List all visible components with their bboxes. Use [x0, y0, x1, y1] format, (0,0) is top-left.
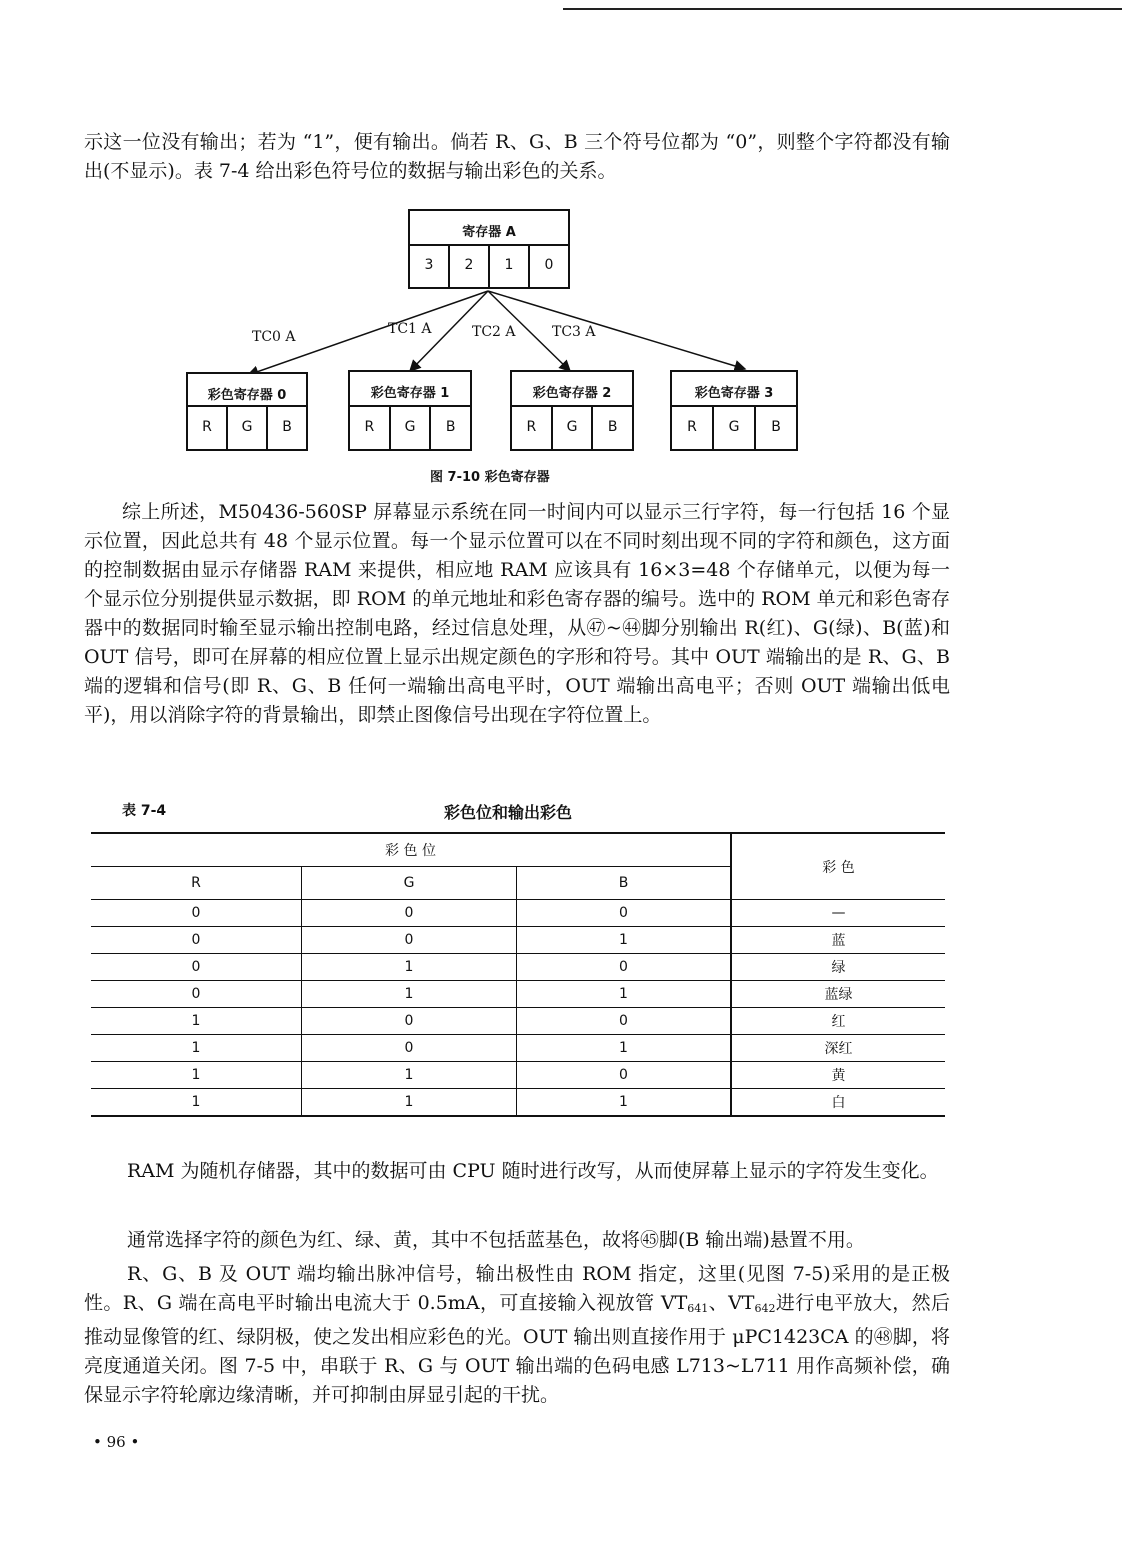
arrow-tc3: [488, 291, 745, 369]
subscript-641: 641: [687, 1302, 709, 1315]
cell-b: B: [445, 419, 456, 435]
table-row: [91, 1089, 945, 1117]
paragraph-summary: 综上所述，M50436-560SP 屏幕显示系统在同一时间内可以显示三行字符，每一行包括 16 个显示位置，因此总共有 48 个显示位置。每一个显示位置可以在不同时刻出现不同的字符和颜色，这方面的控制数据由显示存储器 RAM 来提供，相应地 RAM 应该具有 16×3=48 个存储单元，以便为每一个显示位分别提供显示数据，即 ROM 的单元地址和彩色寄存器的编号。选中的 ROM 单元和彩色寄存器中的数据同时输至显示输出控制电路，经过信息处理，从㊼~㊹脚分别输出 R(红)、G(绿)、B(蓝)和 OUT 信号，即可在屏幕的相应位置上显示出规定颜色的字形和符号。其中 OUT 端输出的是 R、G、B 端的逻辑和信号(即 R、G、B 任何一端输出高电平时，OUT 端输出高电平；否则 OUT 端输出低电平)，用以消除字符的背景输出，即禁止图像信号出现在字符位置上。: [84, 501, 950, 726]
color-register-1: [348, 370, 472, 451]
cell-b: 1: [517, 981, 732, 1008]
cell-r: 1: [91, 1062, 302, 1089]
cell-g: G: [714, 407, 756, 449]
cell-b: 0: [517, 954, 732, 981]
cell-r: 0: [91, 981, 302, 1008]
color-register-title: 彩色寄存器 0: [207, 388, 287, 403]
group-header: 彩 色 位: [91, 833, 731, 867]
cell-r: R: [512, 407, 553, 449]
table-row: [91, 954, 945, 981]
register-a-bit: 3: [410, 246, 450, 287]
color-header: 彩 色: [731, 833, 945, 900]
table-row: [91, 1008, 945, 1035]
arrow-label-tc2: TC2 A: [472, 324, 516, 340]
cell-r: 1: [91, 1035, 302, 1062]
cell-r: 0: [91, 900, 302, 927]
cell-g: 0: [302, 1008, 517, 1035]
table-row: [91, 900, 945, 927]
cell-b: 0: [517, 1062, 732, 1089]
register-a-bit: 1: [490, 246, 530, 287]
cell-b: 1: [517, 1035, 732, 1062]
subscript-642: 642: [754, 1302, 776, 1315]
table-row: [91, 927, 945, 954]
cell-color: 绿: [731, 954, 945, 981]
color-bit-table: [91, 832, 945, 1117]
cell-r: R: [350, 407, 391, 449]
register-a-bit: 0: [544, 257, 554, 273]
table-row: [91, 981, 945, 1008]
cell-g: G: [228, 407, 268, 449]
cell-color: 蓝绿: [731, 981, 945, 1008]
cell-b: 1: [517, 927, 732, 954]
color-register-title: 彩色寄存器 2: [532, 386, 612, 401]
cell-g: G: [553, 407, 594, 449]
table-row: [91, 1035, 945, 1062]
cell-color: 白: [731, 1089, 945, 1117]
cell-g: 1: [302, 1089, 517, 1117]
cell-r: 0: [91, 927, 302, 954]
cell-g: 1: [302, 954, 517, 981]
cell-b: 0: [517, 1008, 732, 1035]
column-header-g: G: [302, 867, 517, 900]
arrow-label-tc0: TC0 A: [252, 329, 296, 345]
cell-g: 0: [302, 900, 517, 927]
paragraph-output: [84, 1260, 950, 1410]
register-a-box: [408, 209, 570, 289]
cell-g: 1: [302, 981, 517, 1008]
cell-b: B: [771, 419, 781, 435]
cell-color: 黄: [731, 1062, 945, 1089]
cell-color: 深红: [731, 1035, 945, 1062]
cell-g: 0: [302, 1035, 517, 1062]
arrow-label-tc3: TC3 A: [552, 324, 596, 340]
paragraph-ram: RAM 为随机存储器，其中的数据可由 CPU 随时进行改写，从而使屏幕上显示的字符发生变化。: [127, 1160, 939, 1182]
cell-color: 蓝: [731, 927, 945, 954]
figure-caption: 图 7-10 彩色寄存器: [430, 470, 550, 485]
cell-b: B: [607, 419, 618, 435]
cell-color: —: [731, 900, 945, 927]
color-register-title: 彩色寄存器 1: [370, 386, 450, 401]
color-register-2: [510, 370, 634, 451]
top-rule: [563, 8, 1122, 10]
column-header-b: B: [517, 867, 732, 900]
color-register-0: [186, 372, 308, 451]
register-a-title: 寄存器 A: [462, 225, 516, 240]
arrow-label-tc1: TC1 A: [388, 321, 432, 337]
cell-b: 1: [517, 1089, 732, 1117]
paragraph-color-choice: 通常选择字符的颜色为红、绿、黄，其中不包括蓝基色，故将㊺脚(B 输出端)悬置不用。: [127, 1229, 865, 1251]
cell-g: 0: [302, 927, 517, 954]
paragraph-output-part1: R、G、B 及 OUT 端均输出脉冲信号，输出极性由 ROM 指定，这里(见图 7-5)采用的是正极性。R、G 端在高电平时输出电流大于 0.5mA，可直接输入视放管 VT: [84, 1263, 950, 1314]
cell-g: G: [391, 407, 432, 449]
cell-r: 0: [91, 954, 302, 981]
paragraph-output-part2: 、VT: [708, 1292, 755, 1314]
cell-g: 1: [302, 1062, 517, 1089]
color-register-diagram: [180, 205, 820, 485]
cell-r: R: [672, 407, 714, 449]
table-title: 彩色位和输出彩色: [444, 803, 573, 822]
cell-r: R: [188, 407, 228, 449]
cell-b: 0: [517, 900, 732, 927]
table-number: 表 7-4: [122, 803, 167, 819]
cell-r: 1: [91, 1089, 302, 1117]
paragraph-output-part3: 进行电平放大，然后推动显像管的红、绿阴极，使之发出相应彩色的光。OUT 输出则直接作用于 μPC1423CA 的㊽脚，将亮度通道关闭。图 7-5 中，串联于 R、G 与 OUT 输出端的色码电感 L713~L711 用作高频补偿，确保显示字符轮廓边缘清晰，并可抑制由屏显引起的干扰。: [84, 1292, 950, 1406]
paragraph-intro: 示这一位没有输出；若为 “1”，便有输出。倘若 R、G、B 三个符号位都为 “0”，则整个字符都没有输出(不显示)。表 7-4 给出彩色符号位的数据与输出彩色的关系。: [84, 131, 950, 182]
cell-b: B: [282, 419, 292, 435]
cell-r: 1: [91, 1008, 302, 1035]
color-register-3: [670, 370, 798, 451]
register-a-bit: 2: [450, 246, 490, 287]
table-row: [91, 1062, 945, 1089]
page-number: • 96 •: [93, 1433, 140, 1451]
cell-color: 红: [731, 1008, 945, 1035]
color-register-title: 彩色寄存器 3: [694, 386, 774, 401]
column-header-r: R: [91, 867, 302, 900]
